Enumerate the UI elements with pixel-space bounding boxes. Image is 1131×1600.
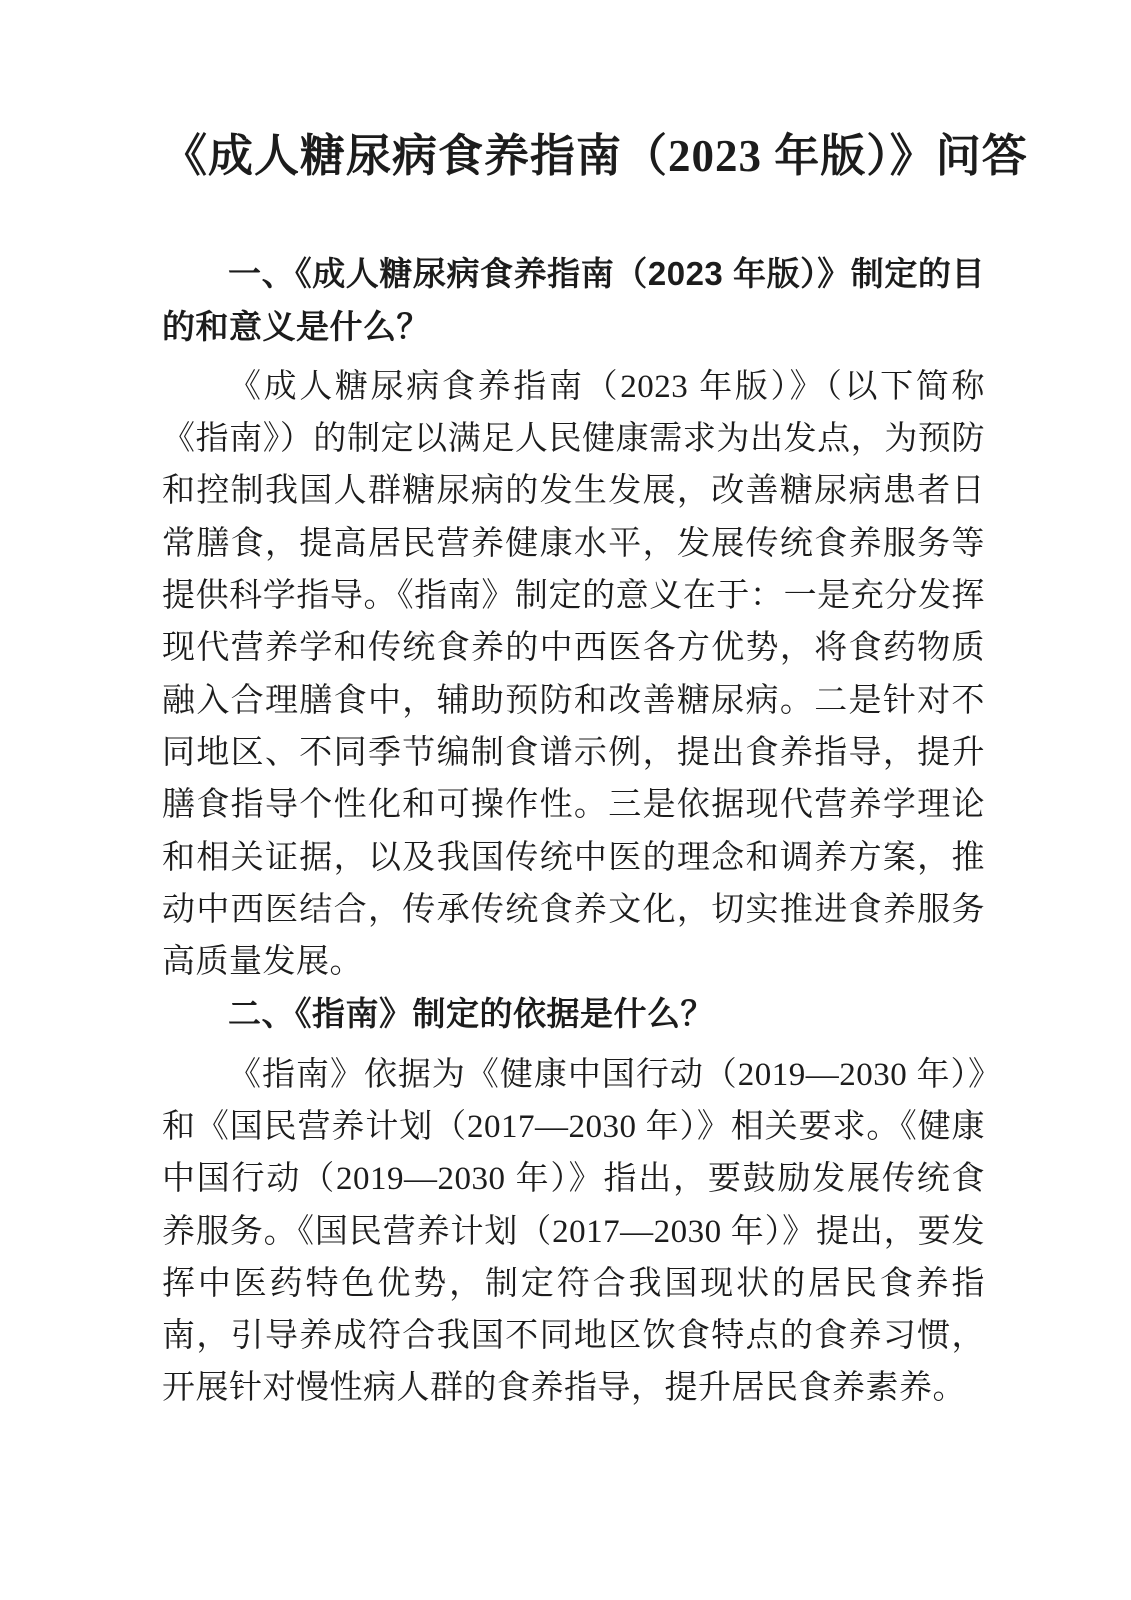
answer-1-paragraph: 《成人糖尿病食养指南（2023 年版）》（以下简称《指南》）的制定以满足人民健康需求为出发点，为预防和控制我国人群糖尿病的发生发展，改善糖尿病患者日常膳食，提高居民营养健康水平，发展传统食养服务等提供科学指导。《指南》制定的意义在于：一是充分发挥现代营养学和传统食养的中西医各方优势，将食药物质融入合理膳食中，辅助预防和改善糖尿病。二是针对不同地区、不同季节编制食谱示例，提出食养指导，提升膳食指导个性化和可操作性。三是依据现代营养学理论和相关证据，以及我国传统中医的理念和调养方案，推动中西医结合，传承传统食养文化，切实推进食养服务高质量发展。: [162, 368, 985, 981]
qa-section-2: [162, 988, 985, 1414]
question-2-heading: 二、《指南》制定的依据是什么？: [228, 995, 714, 1033]
document-title: 《成人糖尿病食养指南（2023 年版）》问答: [162, 131, 1028, 181]
question-1-heading: 一、《成人糖尿病食养指南（2023 年版）》制定的目的和意义是什么？: [162, 255, 985, 345]
answer-2-paragraph: 《指南》依据为《健康中国行动（2019—2030 年）》和《国民营养计划（2017—2030 年）》相关要求。《健康中国行动（2019—2030 年）》指出，要鼓励发展传统食养服务。《国民营养计划（2017—2030 年）》提出，要发挥中医药特色优势，制定符合我国现状的居民食养指南，引导养成符合我国不同地区饮食特点的食养习惯，开展针对慢性病人群的食养指导，提升居民食养素养。: [162, 1056, 985, 1407]
qa-section-1: [162, 248, 985, 988]
